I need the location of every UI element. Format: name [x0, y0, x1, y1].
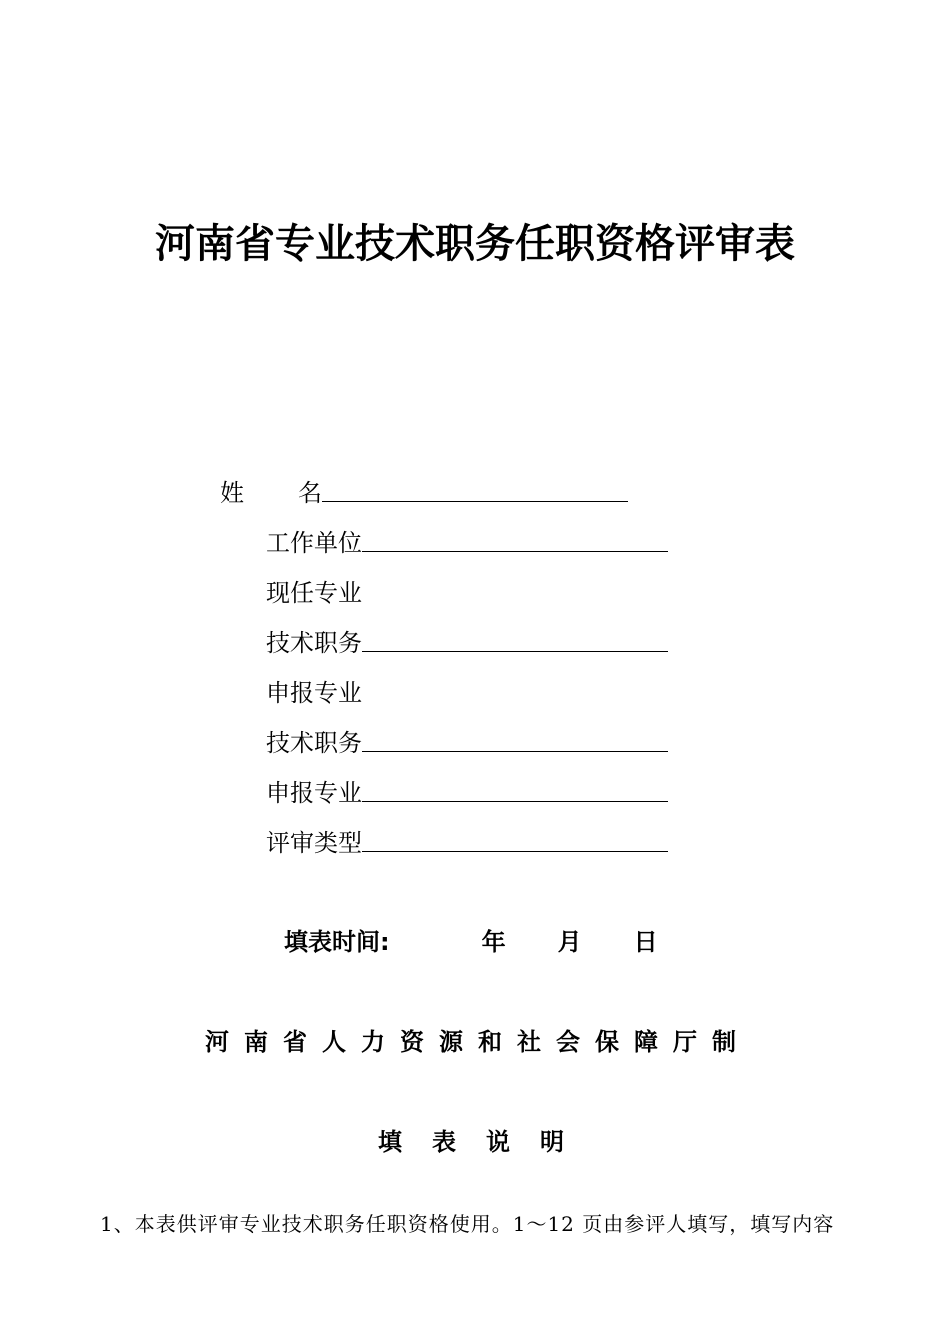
name-label: 姓 名 [220, 479, 322, 507]
apply-major-field-2 [266, 774, 668, 808]
work-unit-field [266, 524, 668, 558]
tech-post-label-1: 技术职务 [266, 629, 362, 657]
apply-major-field-1 [266, 674, 362, 708]
tech-post-input-line-2[interactable] [362, 727, 668, 752]
current-major-label: 现任专业 [266, 579, 362, 607]
tech-post-field-1 [266, 624, 668, 658]
apply-major-label-2: 申报专业 [266, 779, 362, 807]
month-label: 月 [557, 928, 582, 956]
day-label: 日 [633, 928, 658, 956]
fill-date-row [284, 922, 658, 957]
year-label: 年 [481, 928, 506, 956]
document-title: 河南省专业技术职务任职资格评审表 [155, 221, 795, 267]
fill-date-label: 填表时间: [284, 928, 390, 956]
name-field [220, 474, 628, 508]
review-type-label: 评审类型 [266, 829, 362, 857]
review-type-field [266, 824, 668, 858]
instruction-item-1: 1、本表供评审专业技术职务任职资格使用。1～12 页由参评人填写，填写内容 [100, 1212, 835, 1236]
instructions-heading: 填表说明 [378, 1128, 594, 1156]
tech-post-label-2: 技术职务 [266, 729, 362, 757]
review-type-input-line[interactable] [362, 827, 668, 852]
tech-post-input-line-1[interactable] [362, 627, 668, 652]
issuer-line: 河南省人力资源和社会保障厅制 [205, 1028, 751, 1056]
work-unit-input-line[interactable] [362, 527, 668, 552]
current-major-field [266, 574, 362, 608]
apply-major-label-1: 申报专业 [266, 679, 362, 707]
tech-post-field-2 [266, 724, 668, 758]
apply-major-input-line-2[interactable] [362, 777, 668, 802]
name-input-line[interactable] [322, 477, 628, 502]
work-unit-label: 工作单位 [266, 529, 362, 557]
